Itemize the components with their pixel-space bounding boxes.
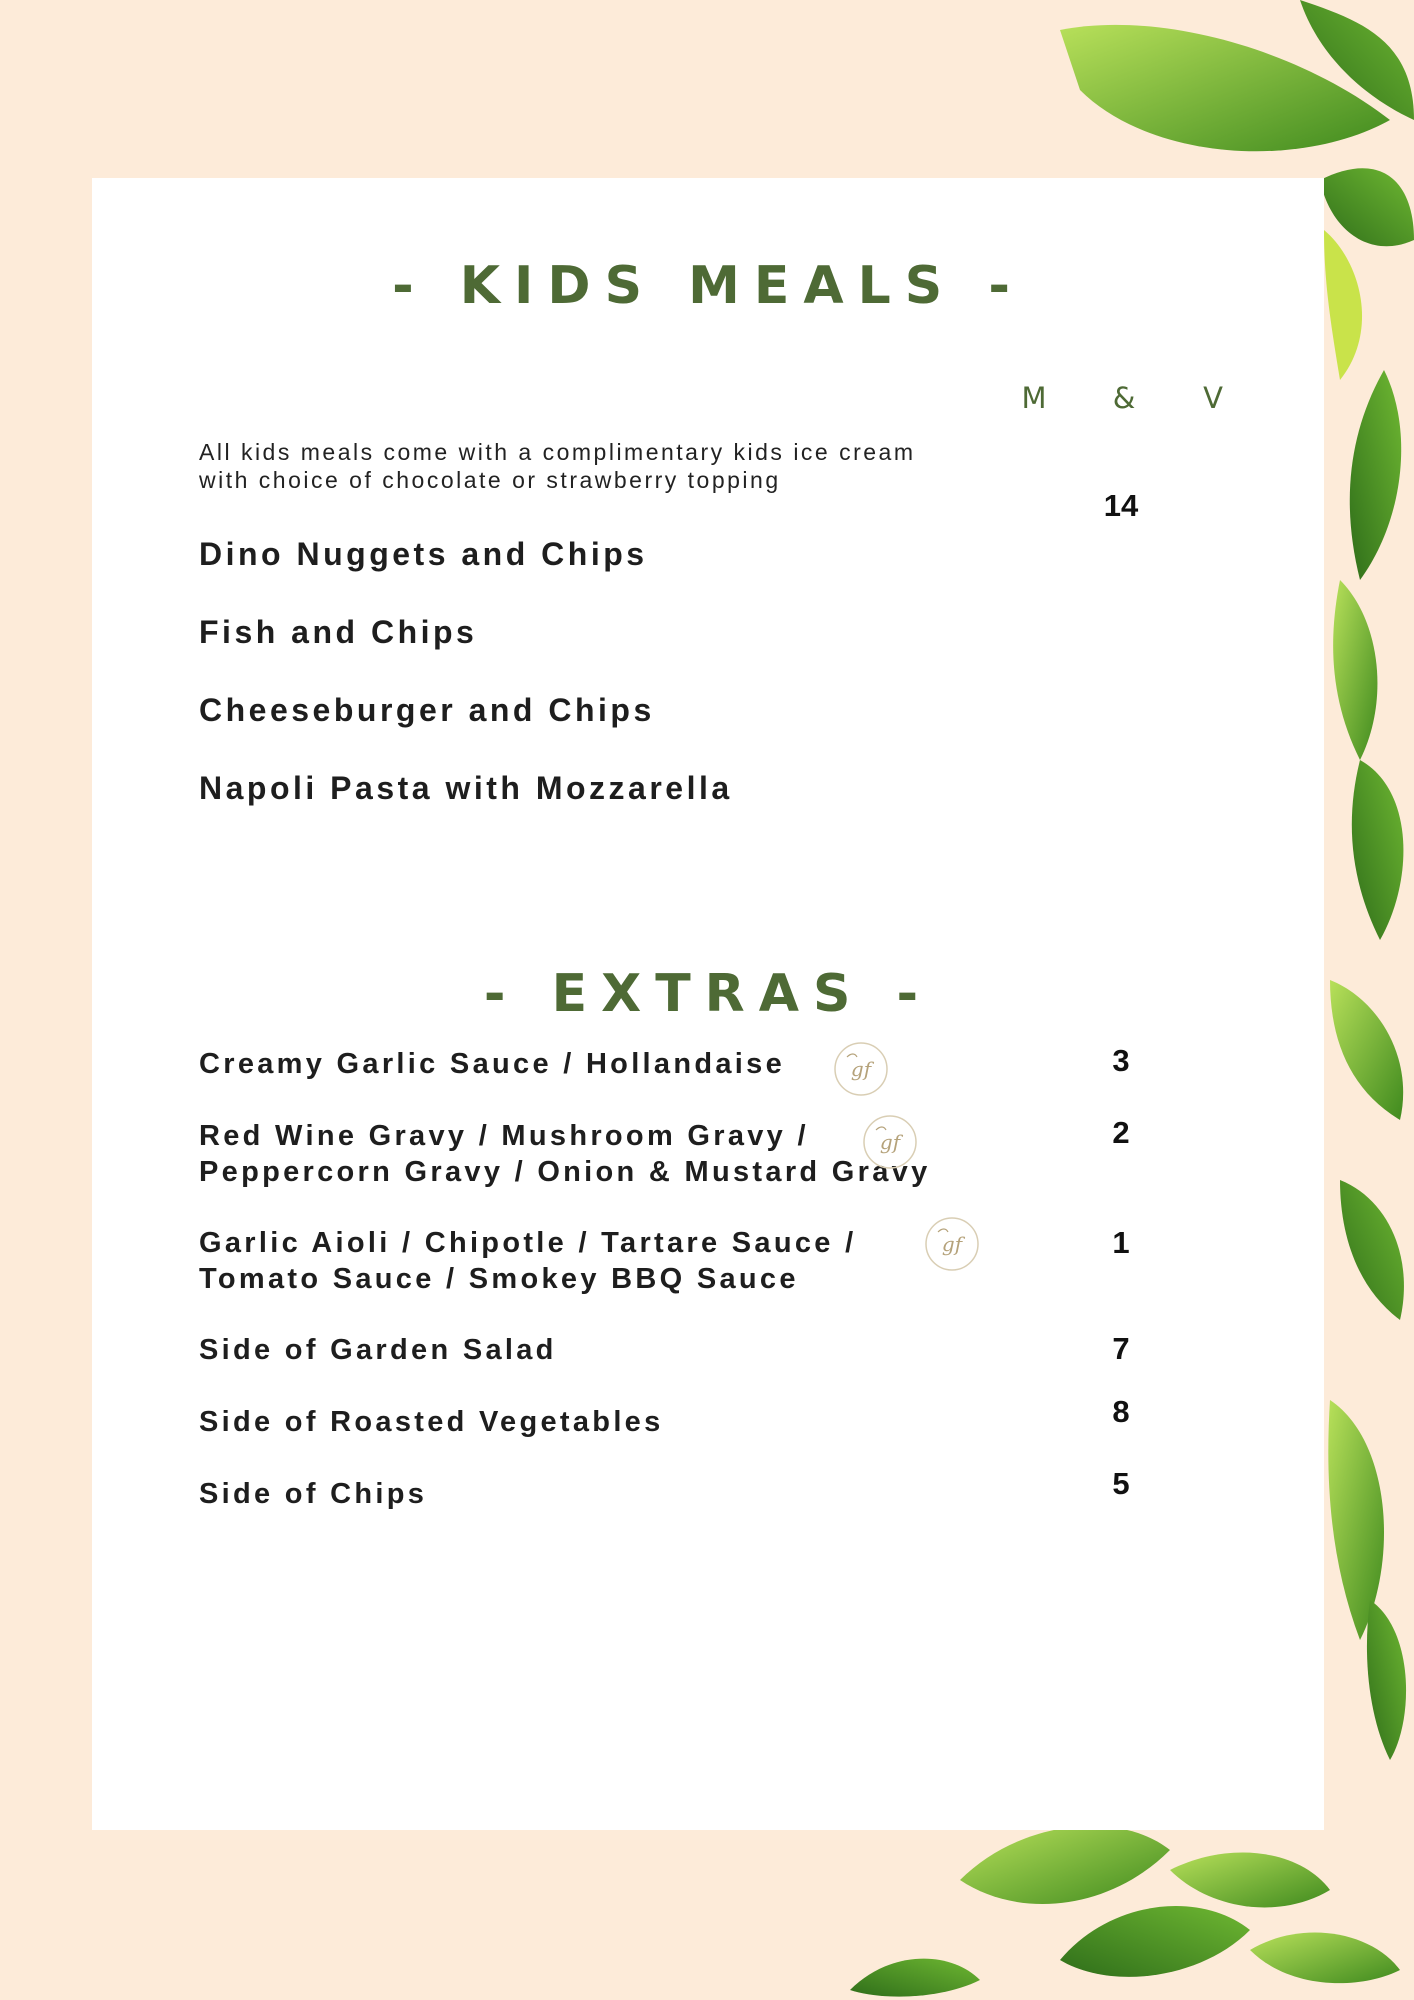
extra-item	[199, 1118, 931, 1190]
extras-title: - EXTRAS -	[483, 964, 933, 1024]
gluten-free-icon	[924, 1216, 980, 1272]
kids-meals-price: 14	[1103, 488, 1139, 523]
kids-meal-item: Fish and Chips	[199, 614, 478, 650]
menu-card	[92, 178, 1324, 1830]
column-header-m: M	[1021, 381, 1047, 415]
extra-item-name-line-2: Peppercorn Gravy / Onion & Mustard Gravy	[199, 1156, 931, 1188]
extra-price: 8	[1112, 1394, 1130, 1429]
gluten-free-icon	[833, 1041, 889, 1097]
extra-price: 5	[1112, 1466, 1130, 1501]
kids-meal-item: Dino Nuggets and Chips	[199, 536, 648, 572]
extra-item-name-line-2: Tomato Sauce / Smokey BBQ Sauce	[199, 1263, 799, 1295]
extra-price: 3	[1112, 1043, 1130, 1078]
gluten-free-icon	[862, 1114, 918, 1170]
kids-meal-item: Cheeseburger and Chips	[199, 692, 655, 728]
gluten-free-label: gf	[941, 1232, 963, 1256]
extra-price: 7	[1112, 1331, 1130, 1366]
extra-item-name: Creamy Garlic Sauce / Hollandaise	[199, 1048, 786, 1080]
extra-item	[199, 1225, 856, 1297]
bottom-leaves	[850, 1826, 1400, 1997]
extra-item	[199, 1404, 664, 1440]
extra-item-name-line-1: Red Wine Gravy / Mushroom Gravy /	[199, 1120, 809, 1152]
extra-item	[199, 1476, 427, 1512]
extra-item-name: Side of Roasted Vegetables	[199, 1406, 664, 1438]
column-header-v: V	[1203, 381, 1223, 415]
column-header-ampersand: &	[1112, 381, 1136, 415]
kids-meals-note: All kids meals come with a complimentary kids ice cream with choice of chocolate or strawberry topping	[199, 439, 916, 493]
gluten-free-label: gf	[879, 1130, 901, 1154]
extra-item	[199, 1046, 785, 1082]
right-leaves	[1328, 370, 1406, 1760]
extra-price: 2	[1112, 1115, 1130, 1150]
extra-item-name: Side of Chips	[199, 1478, 428, 1510]
extra-item	[199, 1332, 557, 1368]
gluten-free-label: gf	[850, 1057, 872, 1081]
extra-price: 1	[1112, 1225, 1130, 1260]
extra-item-name: Side of Garden Salad	[199, 1334, 557, 1366]
kids-meals-title: - KIDS MEALS -	[392, 256, 1024, 316]
extra-item-name-line-1: Garlic Aioli / Chipotle / Tartare Sauce /	[199, 1227, 857, 1259]
kids-meal-item: Napoli Pasta with Mozzarella	[199, 770, 733, 806]
